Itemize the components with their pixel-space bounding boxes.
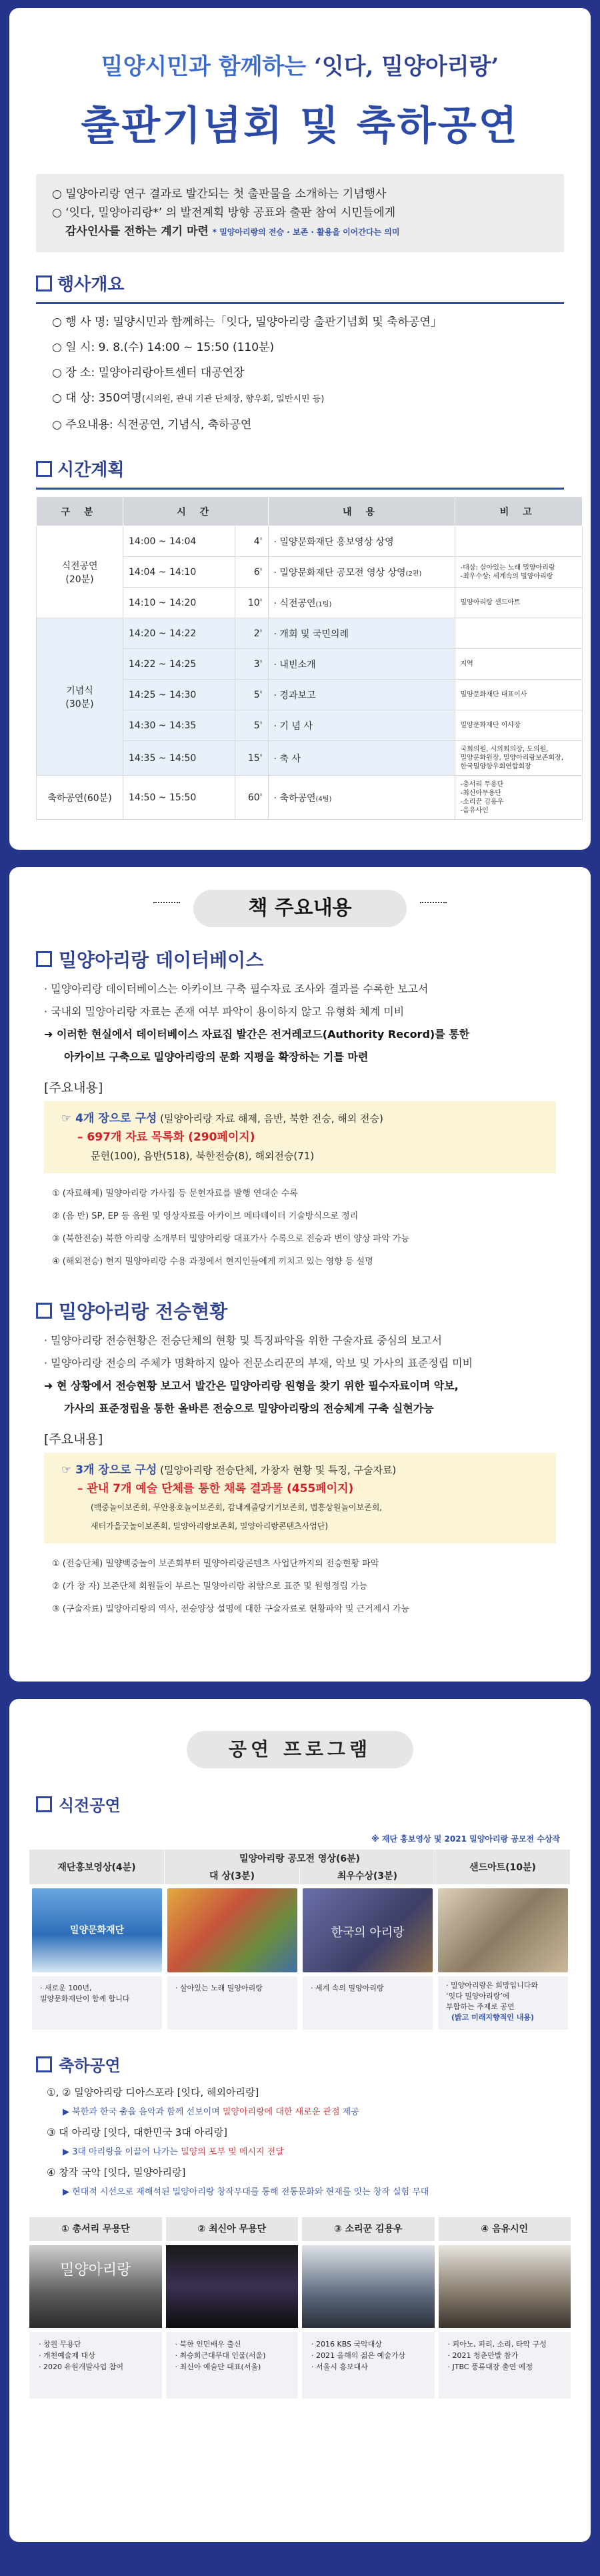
book-pill-label: 책 주요내용 (248, 896, 352, 920)
celebration-sub: ▶ 현대적 시선으로 재해석된 밀양아리랑 창작무대를 통해 전통문화와 현재를 잇는 창작 실험 무대 (63, 2187, 429, 2197)
db-summary-counts: 문헌(100), 음반(518), 북한전승(8), 해외전승(71) (91, 1150, 315, 1162)
schedule-content (268, 741, 455, 776)
trans-title: 밀양아리랑 전승현황 (59, 1301, 228, 1323)
schedule-group-cell (37, 776, 123, 820)
schedule-note: -대상: 살아있는 노래 밀양아리랑 -최우수상: 세계속의 밀양아리랑 (455, 557, 582, 588)
celebration-item-detail (47, 2102, 553, 2122)
celebration-item: ③ 대 아리랑 [잇다, 대한민국 3대 아리랑] (47, 2126, 227, 2138)
book-pill (193, 890, 407, 927)
celebration-sub: ▶ 3대 아리랑을 이끌어 나가는 (63, 2147, 178, 2157)
schedule-content (268, 557, 455, 588)
celebration-group-photo (29, 2245, 162, 2328)
trans-summary-blue: ☞ 3개 장으로 구성 (61, 1463, 157, 1477)
schedule-header-cell: 비 고 (455, 497, 582, 526)
schedule-note: 지역 (455, 649, 582, 680)
grand-prize-thumbnail (167, 1888, 297, 1972)
schedule-group-cell (37, 526, 123, 618)
celebration-group-head: ① 총서리 무용단 (29, 2217, 162, 2241)
celebration-group-photo (439, 2245, 571, 2328)
schedule-note: 밀양문화재단 대표이사 (455, 680, 582, 710)
schedule-time: 14:30 ~ 14:35 (123, 710, 235, 741)
trans-items (52, 1553, 548, 1621)
db-summary-box (44, 1101, 556, 1173)
checkbox-square-icon (36, 1303, 52, 1319)
hero-title: 출판기념회 및 축하공연 (81, 103, 519, 149)
pre-col-head: 샌드아트(10분) (435, 1850, 571, 1884)
checkbox-square-icon (36, 461, 52, 477)
db-summary-detail: (밀양아리랑 자료 해제, 음반, 북한 전승, 해외 전승) (160, 1113, 383, 1125)
trans-item: ① (전승단체) 밀양백중놀이 보존회부터 밀양아리랑콘텐츠 사업단까지의 전승현황 파악 (52, 1559, 379, 1569)
overview-heading (36, 271, 564, 295)
schedule-heading (36, 456, 564, 481)
pre-caption-blue: (밝고 미래지향적인 내용) (451, 2013, 534, 2022)
db-summary-blue: ☞ 4개 장으로 구성 (61, 1112, 157, 1125)
db-summary-line (61, 1109, 539, 1128)
schedule-note: 밀양아리랑 샌드아트 (455, 588, 582, 618)
db-title: 밀양아리랑 데이터베이스 (59, 949, 264, 971)
divider (36, 488, 564, 490)
sandart-thumbnail (438, 1888, 568, 1972)
schedule-minutes: 10' (235, 588, 268, 618)
pre-heading (36, 1792, 564, 1816)
db-line-bold: ➜ 이러한 현실에서 데이터베이스 자료집 발간은 전거레코드(Authority Record)를 통한 (44, 1028, 470, 1041)
celebration-group-caption: · 북한 인민배우 출신 · 최승희근대무대 인물(서울) · 최신아 예술단 대표(서울) (166, 2332, 299, 2399)
overview-row: ○ 행 사 명: 밀양시민과 함께하는「잇다, 밀양아리랑 출판기념회 및 축하공연」 (52, 315, 442, 329)
schedule-header-cell: 구 분 (37, 497, 123, 526)
trans-heading (36, 1297, 564, 1324)
schedule-note: -충서리 무용단 -최신아무용단 -소리꾼 김용우 -음유사인 (455, 776, 582, 820)
celebration-group (439, 2217, 571, 2399)
trans-paragraphs (44, 1329, 556, 1420)
overview-row: ○ 장 소: 밀양아리랑아트센터 대공연장 (52, 366, 245, 380)
overview-row: ○ 일 시: 9. 8.(수) 14:00 ~ 15:50 (110분) (52, 341, 275, 354)
trans-summary-red: – 관내 7개 예술 단체를 통한 채록 결과물 (455페이지) (77, 1482, 354, 1495)
pre-caption (438, 1976, 568, 2030)
checkbox-square-icon (36, 951, 52, 967)
db-summary-red: – 697개 자료 목록화 (290페이지) (77, 1131, 255, 1144)
schedule-minutes: 4' (235, 526, 268, 557)
pre-caption-text: · 밀양아리랑은 희망입니다와 ‘잇다 밀양아리랑’에 부합하는 주제로 공연 (446, 1981, 539, 2011)
hero-subtitle-prefix: 밀양시민과 함께하는 (101, 53, 307, 80)
celebration-item: ①, ② 밀양아리랑 디아스포라 [잇다, 해외아리랑] (47, 2086, 259, 2098)
checkbox-square-icon (36, 2056, 52, 2072)
celebration-heading (36, 2052, 564, 2076)
db-line: · 밀양아리랑 데이터베이스는 아카이브 구축 필수자료 조사와 결과를 수록한 보고서 (44, 983, 429, 995)
schedule-header-cell: 내 용 (268, 497, 455, 526)
schedule-header-cell: 시 간 (123, 497, 269, 526)
pre-caption: · 새로운 100년, 밀양문화재단이 함께 합니다 (32, 1976, 162, 2030)
schedule-content-text: · 밀양문화재단 공모전 영상 상영 (273, 567, 406, 578)
db-item: ① (자료해제) 밀양아리랑 가사집 등 문헌자료를 발행 연대순 수록 (52, 1189, 298, 1199)
intro-note: * 밀양아리랑의 전승 · 보존 · 활용을 이어간다는 의미 (212, 227, 400, 237)
celebration-sub-end: 제공 (342, 2107, 359, 2117)
schedule-note: 국회의원, 시의회의장, 도의원, 밀양문화원장, 밀양아리랑보존회장, 한국밀양향우회연합회장 (455, 741, 582, 776)
pre-group-head: 밀양아리랑 공모전 영상(6분) (165, 1850, 435, 1867)
schedule-time: 14:00 ~ 14:04 (123, 526, 235, 557)
schedule-time: 14:10 ~ 14:20 (123, 588, 235, 618)
schedule-title: 시간계획 (57, 460, 125, 480)
schedule-time: 14:20 ~ 14:22 (123, 618, 235, 649)
schedule-table (36, 496, 583, 820)
celebration-sub-red: 밀양의 포부 및 메시지 전달 (181, 2147, 284, 2157)
dots-decoration (420, 902, 447, 915)
celebration-groups (29, 2217, 571, 2399)
db-line-bold: 아카이브 구축으로 밀양아리랑의 문화 지평을 확장하는 기틀 마련 (64, 1051, 369, 1063)
schedule-time: 14:50 ~ 15:50 (123, 776, 235, 820)
celebration-title: 축하공연 (59, 2056, 121, 2075)
event-card (9, 8, 591, 850)
celebration-group (302, 2217, 435, 2399)
celebration-group-caption: · 창원 무용단 · 개천예술제 대상 · 2020 유원개발사업 참여 (29, 2332, 162, 2399)
divider (36, 302, 564, 304)
trans-label: [주요내용] (44, 1432, 103, 1447)
schedule-group-name: 식전공연 (61, 560, 98, 572)
schedule-content (268, 776, 455, 820)
thumbnail-text: 밀양문화재단 (69, 1925, 125, 1936)
intro-line (52, 222, 548, 241)
schedule-time: 14:35 ~ 14:50 (123, 741, 235, 776)
schedule-minutes: 2' (235, 618, 268, 649)
intro-line: ○ ‘잇다, 밀양아리랑*’ 의 발전계획 방향 공표와 출판 참여 시민들에게 (52, 206, 396, 219)
celebration-item-detail (47, 2142, 553, 2162)
schedule-note: 밀양문화재단 이사장 (455, 710, 582, 741)
celebration-group-head: ② 최신아 무용단 (166, 2217, 299, 2241)
intro-box (36, 174, 564, 252)
schedule-group-name: 기념식 (66, 685, 93, 696)
celebration-group (29, 2217, 162, 2399)
checkbox-square-icon (36, 275, 52, 291)
celebration-group-caption: · 2016 KBS 국악대상 · 2021 올해의 젊은 예술가상 · 서울시 홍보대사 (302, 2332, 435, 2399)
celebration-sub-red: 밀양아리랑에 대한 새로운 관점 (222, 2107, 340, 2117)
trans-item: ③ (구술자료) 밀양아리랑의 역사, 전승양상 설명에 대한 구술자료로 현황파악 및 근거제시 가능 (52, 1604, 410, 1614)
book-card (9, 867, 591, 1682)
schedule-content-small: (4팀) (315, 795, 332, 803)
excellence-thumbnail (303, 1888, 433, 1972)
dots-decoration (153, 902, 180, 915)
overview-list (52, 309, 548, 438)
pre-title: 식전공연 (59, 1796, 121, 1815)
schedule-minutes: 60' (235, 776, 268, 820)
celebration-group-photo (302, 2245, 435, 2328)
schedule-content-text: · 경과보고 (273, 690, 316, 701)
schedule-content-small: (1팀) (315, 600, 332, 608)
schedule-minutes: 3' (235, 649, 268, 680)
celebration-group-photo (166, 2245, 299, 2328)
schedule-content-text: · 축 사 (273, 753, 301, 764)
schedule-content-text: · 식전공연 (273, 598, 316, 609)
checkbox-square-icon (36, 1796, 52, 1812)
celebration-list (47, 2082, 553, 2202)
schedule-content (268, 649, 455, 680)
schedule-content-text: · 기 념 사 (273, 720, 313, 732)
pre-star-note: ※ 재단 홍보영상 및 2021 밀양아리랑 공모전 수상작 (371, 1834, 560, 1844)
intro-line: ○ 밀양아리랑 연구 결과로 발간되는 첫 출판물을 소개하는 기념행사 (52, 187, 387, 201)
celebration-group (166, 2217, 299, 2399)
schedule-time: 14:04 ~ 14:10 (123, 557, 235, 588)
trans-line-bold: 가사의 표준정립을 통한 올바른 전승으로 밀양아리랑의 전승체계 구축 실현가능 (64, 1402, 434, 1415)
schedule-row (37, 526, 583, 557)
pre-col-head: 재단홍보영상(4분) (29, 1850, 165, 1884)
hero-subtitle-quote: ‘잇다, 밀양아리랑’ (314, 53, 499, 80)
schedule-content-text: · 밀양문화재단 홍보영상 상영 (273, 536, 394, 548)
schedule-note (455, 618, 582, 649)
db-item: ④ (해외전승) 현지 밀양아리랑 수용 과정에서 현지인들에게 끼치고 있는 영향 등 설명 (52, 1257, 373, 1267)
trans-line: · 밀양아리랑 전승의 주체가 명확하지 않아 전문소리꾼의 부재, 악보 및 가사의 표준정립 미비 (44, 1357, 473, 1369)
trans-summary-line (61, 1461, 539, 1479)
schedule-header-row (37, 497, 583, 526)
db-item: ② (음 반) SP, EP 등 음원 및 영상자료를 아카이브 메타데이터 기술방식으로 정리 (52, 1211, 359, 1221)
overview-title: 행사개요 (57, 275, 125, 295)
schedule-row (37, 618, 583, 649)
photo-text: 밀양아리랑 (60, 2262, 131, 2279)
celebration-item: ④ 창작 국악 [잇다, 밀양아리랑] (47, 2166, 186, 2178)
schedule-content (268, 588, 455, 618)
schedule-time: 14:25 ~ 14:30 (123, 680, 235, 710)
thumbnail-text: 한국의 아리랑 (331, 1926, 405, 1940)
trans-summary-groups: (백중놀이보존회, 무안용호놀이보존회, 감내게줄당기기보존회, 법흥상원놀이보존회, (91, 1503, 383, 1512)
schedule-group-duration: (20분) (65, 574, 94, 585)
schedule-group-cell (37, 618, 123, 776)
schedule-group-duration: (30분) (65, 698, 94, 710)
trans-item: ② (가 창 자) 보존단체 회원들이 부르는 밀양아리랑 취합으로 표준 및 원형정립 가능 (52, 1581, 368, 1591)
celebration-group-head: ③ 소리꾼 김용우 (302, 2217, 435, 2241)
overview-row-text: ○ 대 상: 350여명 (52, 392, 142, 405)
schedule-row (37, 776, 583, 820)
performance-pill (187, 1731, 413, 1768)
celebration-item-detail (47, 2182, 553, 2202)
schedule-content-text: · 개회 및 국민의례 (273, 628, 349, 640)
schedule-group-name: 축하공연(60분) (47, 792, 112, 804)
overview-target-note: (시의원, 관내 기관 단체장, 향우회, 일반시민 등) (141, 394, 325, 404)
schedule-content (268, 680, 455, 710)
schedule-note (455, 526, 582, 557)
trans-summary-detail: (밀양아리랑 전승단체, 가창자 현황 및 특징, 구술자료) (160, 1464, 397, 1476)
hero-subtitle (9, 48, 591, 81)
schedule-minutes: 5' (235, 680, 268, 710)
schedule-content-text: · 축하공연 (273, 792, 316, 804)
db-item: ③ (북한전승) 북한 아리랑 소개부터 밀양아리랑 대표가사 수록으로 전승과 변이 양상 파악 가능 (52, 1234, 410, 1244)
schedule-minutes: 6' (235, 557, 268, 588)
performance-card (9, 1699, 591, 2542)
promo-video-thumbnail (32, 1888, 162, 1972)
schedule-minutes: 15' (235, 741, 268, 776)
pre-grid (29, 1850, 571, 2030)
celebration-sub: ▶ 북한과 한국 춤을 음악과 함께 선보이며 (63, 2107, 220, 2117)
trans-line-bold: ➜ 현 상황에서 전승현황 보고서 발간은 밀양아리랑 원형을 찾기 위한 필수자료이며 악보, (44, 1379, 459, 1392)
pre-col-head: 최우수상(3분) (300, 1867, 435, 1884)
schedule-content-small: (2편) (405, 570, 422, 578)
trans-summary-box (44, 1453, 556, 1543)
celebration-group-caption: · 피아노, 피리, 소리, 타악 구성 · 2021 청춘만발 참가 · JTBC 풍류대장 출연 예정 (439, 2332, 571, 2399)
schedule-content (268, 526, 455, 557)
schedule-time: 14:22 ~ 14:25 (123, 649, 235, 680)
overview-row (52, 386, 548, 412)
db-items (52, 1183, 548, 1273)
pre-caption: · 세계 속의 밀양아리랑 (303, 1976, 433, 2030)
schedule-minutes: 5' (235, 710, 268, 741)
db-line: · 국내외 밀양아리랑 자료는 존재 여부 파악이 용이하지 않고 유형화 체계 미비 (44, 1005, 405, 1018)
db-label: [주요내용] (44, 1081, 103, 1095)
performance-pill-label: 공연 프로그램 (228, 1738, 372, 1760)
celebration-group-head: ④ 음유시인 (439, 2217, 571, 2241)
trans-line: · 밀양아리랑 전승현황은 전승단체의 현황 및 특징파악을 위한 구술자료 중심의 보고서 (44, 1334, 442, 1347)
pre-caption: · 살아있는 노래 밀양아리랑 (167, 1976, 297, 2030)
overview-row: ○ 주요내용: 식전공연, 기념식, 축하공연 (52, 418, 252, 432)
db-heading (36, 946, 564, 973)
trans-summary-groups: 새터가을굿놀이보존회, 밀양아리랑보존회, 밀양아리랑콘텐츠사업단) (91, 1521, 329, 1531)
intro-line-text: 감사인사를 전하는 계기 마련 (65, 225, 209, 238)
schedule-content-text: · 내빈소개 (273, 659, 316, 670)
db-paragraphs (44, 978, 556, 1069)
schedule-content (268, 710, 455, 741)
pre-col-head: 대 상(3분) (165, 1867, 300, 1884)
schedule-content (268, 618, 455, 649)
